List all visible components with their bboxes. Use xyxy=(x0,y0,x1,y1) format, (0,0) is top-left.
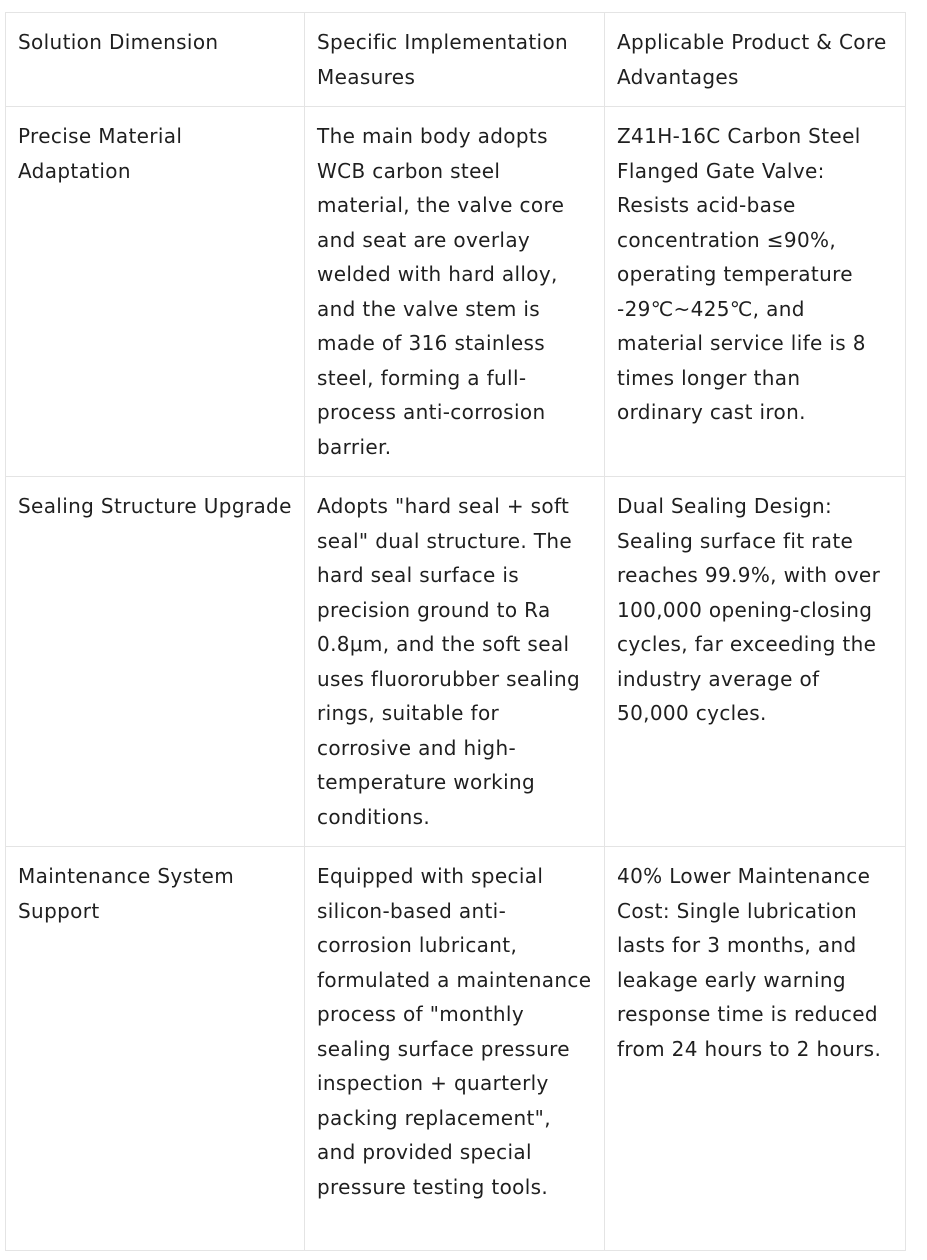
table-row xyxy=(6,477,906,847)
solution-table xyxy=(5,12,906,1251)
header-implementation-measures: Specific Implementation Measures xyxy=(305,13,605,107)
header-solution-dimension: Solution Dimension xyxy=(6,13,305,107)
cell-advantages: 40% Lower Maintenance Cost: Single lubrication lasts for 3 months, and leakage early warning response time is reduced from 24 hours to 2 hours. xyxy=(605,847,906,1251)
cell-dimension: Precise Material Adaptation xyxy=(6,107,305,477)
cell-dimension: Maintenance System Support xyxy=(6,847,305,1251)
cell-advantages: Z41H-16C Carbon Steel Flanged Gate Valve: Resists acid-base concentration ≤90%, operating temperature -29℃~425℃, and material service life is 8 times longer than ordinary cast iron. xyxy=(605,107,906,477)
table-row xyxy=(6,107,906,477)
cell-measures: Adopts "hard seal + soft seal" dual structure. The hard seal surface is precision ground to Ra 0.8μm, and the soft seal uses fluororubber sealing rings, suitable for corrosive and high-temperature working conditions. xyxy=(305,477,605,847)
cell-measures: Equipped with special silicon-based anti-corrosion lubricant, formulated a maintenance process of "monthly sealing surface pressure inspection + quarterly packing replacement", and provided special pressure testing tools. xyxy=(305,847,605,1251)
table-row xyxy=(6,847,906,1251)
cell-dimension: Sealing Structure Upgrade xyxy=(6,477,305,847)
cell-advantages: Dual Sealing Design: Sealing surface fit rate reaches 99.9%, with over 100,000 opening-closing cycles, far exceeding the industry average of 50,000 cycles. xyxy=(605,477,906,847)
header-product-advantages: Applicable Product & Core Advantages xyxy=(605,13,906,107)
table-header-row xyxy=(6,13,906,107)
cell-measures: The main body adopts WCB carbon steel material, the valve core and seat are overlay welded with hard alloy, and the valve stem is made of 316 stainless steel, forming a full-process anti-corrosion barrier. xyxy=(305,107,605,477)
